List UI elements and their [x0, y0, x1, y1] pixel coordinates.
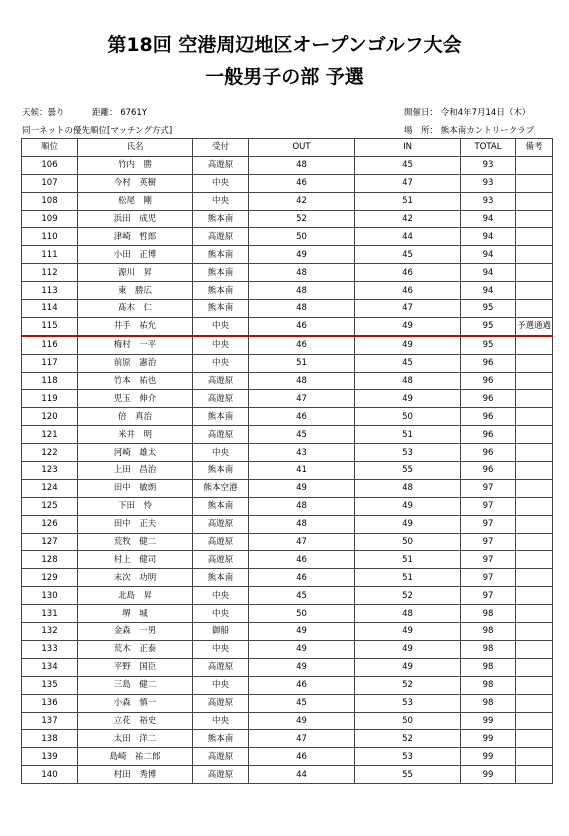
rank-cell: 132	[22, 623, 78, 641]
col-header-reception: 受付	[193, 139, 249, 157]
name-cell: 北島 昇	[78, 587, 193, 605]
venue-label: 場 所： 熊本南カントリークラブ	[404, 126, 535, 136]
rank-cell: 130	[22, 587, 78, 605]
reception-cell: 熊本南	[193, 730, 249, 748]
table-row	[22, 317, 553, 335]
table-row	[22, 658, 553, 676]
in-score-cell: 48	[355, 372, 461, 390]
total-score-cell: 94	[461, 246, 516, 264]
distance-label: 距離： 6761Y	[92, 108, 148, 118]
rank-cell: 108	[22, 192, 78, 210]
table-row	[22, 300, 553, 318]
name-cell: 松尾 剛	[78, 192, 193, 210]
out-score-cell: 50	[249, 605, 355, 623]
name-cell: 梅村 一平	[78, 336, 193, 354]
in-score-cell: 46	[355, 264, 461, 282]
in-score-cell: 47	[355, 300, 461, 318]
col-header-note: 備考	[516, 139, 553, 157]
total-score-cell: 97	[461, 533, 516, 551]
note-cell	[516, 623, 553, 641]
note-cell	[516, 462, 553, 480]
total-score-cell: 96	[461, 444, 516, 462]
reception-cell: 高遊原	[193, 426, 249, 444]
reception-cell: 中央	[193, 174, 249, 192]
reception-cell: 熊本南	[193, 282, 249, 300]
reception-cell: 熊本南	[193, 264, 249, 282]
rank-cell: 113	[22, 282, 78, 300]
out-score-cell: 41	[249, 462, 355, 480]
note-cell	[516, 730, 553, 748]
rank-cell: 122	[22, 444, 78, 462]
table-row	[22, 712, 553, 730]
net-rule-label: 同一ネットの優先順位[マッチング方式]	[22, 126, 173, 136]
total-score-cell: 99	[461, 712, 516, 730]
note-cell	[516, 192, 553, 210]
in-score-cell: 52	[355, 676, 461, 694]
out-score-cell: 46	[249, 317, 355, 335]
name-cell: 村田 秀博	[78, 766, 193, 784]
total-score-cell: 96	[461, 462, 516, 480]
in-score-cell: 49	[355, 640, 461, 658]
reception-cell: 高遊原	[193, 694, 249, 712]
name-cell: 村上 健司	[78, 551, 193, 569]
out-score-cell: 43	[249, 444, 355, 462]
in-score-cell: 51	[355, 192, 461, 210]
total-score-cell: 98	[461, 640, 516, 658]
note-cell	[516, 336, 553, 354]
col-header-out: OUT	[249, 139, 355, 157]
results-table	[21, 138, 553, 784]
name-cell: 島崎 祐二郎	[78, 748, 193, 766]
in-score-cell: 53	[355, 444, 461, 462]
out-score-cell: 48	[249, 497, 355, 515]
total-score-cell: 97	[461, 551, 516, 569]
note-cell	[516, 174, 553, 192]
table-row	[22, 354, 553, 372]
out-score-cell: 47	[249, 730, 355, 748]
reception-cell: 熊本南	[193, 408, 249, 426]
in-score-cell: 45	[355, 354, 461, 372]
in-score-cell: 50	[355, 408, 461, 426]
name-cell: 河崎 雄太	[78, 444, 193, 462]
rank-cell: 139	[22, 748, 78, 766]
total-score-cell: 96	[461, 408, 516, 426]
table-header-row	[22, 139, 553, 157]
rank-cell: 123	[22, 462, 78, 480]
name-cell: 源川 昇	[78, 264, 193, 282]
note-cell	[516, 569, 553, 587]
rank-cell: 116	[22, 336, 78, 354]
out-score-cell: 46	[249, 551, 355, 569]
weather-label: 天候：曇り	[22, 108, 65, 118]
rank-cell: 133	[22, 640, 78, 658]
note-cell	[516, 156, 553, 174]
note-cell	[516, 748, 553, 766]
in-score-cell: 49	[355, 390, 461, 408]
rank-cell: 129	[22, 569, 78, 587]
out-score-cell: 48	[249, 372, 355, 390]
out-score-cell: 46	[249, 748, 355, 766]
out-score-cell: 51	[249, 354, 355, 372]
name-cell: 倍 真治	[78, 408, 193, 426]
rank-cell: 112	[22, 264, 78, 282]
name-cell: 小森 慎一	[78, 694, 193, 712]
table-row	[22, 694, 553, 712]
out-score-cell: 48	[249, 282, 355, 300]
out-score-cell: 49	[249, 479, 355, 497]
total-score-cell: 95	[461, 336, 516, 354]
name-cell: 前原 憲治	[78, 354, 193, 372]
note-cell	[516, 533, 553, 551]
name-cell: 小田 正博	[78, 246, 193, 264]
table-row	[22, 748, 553, 766]
in-score-cell: 48	[355, 605, 461, 623]
col-header-rank: 順位	[22, 139, 78, 157]
reception-cell: 高遊原	[193, 390, 249, 408]
in-score-cell: 49	[355, 658, 461, 676]
total-score-cell: 93	[461, 174, 516, 192]
table-row	[22, 426, 553, 444]
out-score-cell: 49	[249, 658, 355, 676]
total-score-cell: 94	[461, 210, 516, 228]
rank-cell: 127	[22, 533, 78, 551]
reception-cell: 高遊原	[193, 551, 249, 569]
total-score-cell: 94	[461, 282, 516, 300]
reception-cell: 中央	[193, 712, 249, 730]
in-score-cell: 42	[355, 210, 461, 228]
total-score-cell: 97	[461, 515, 516, 533]
col-header-in: IN	[355, 139, 461, 157]
in-score-cell: 50	[355, 533, 461, 551]
reception-cell: 中央	[193, 587, 249, 605]
note-cell	[516, 408, 553, 426]
table-row	[22, 479, 553, 497]
total-score-cell: 99	[461, 748, 516, 766]
in-score-cell: 45	[355, 246, 461, 264]
total-score-cell: 94	[461, 228, 516, 246]
total-score-cell: 94	[461, 264, 516, 282]
note-cell	[516, 640, 553, 658]
name-cell: 荒牧 健二	[78, 533, 193, 551]
rank-cell: 117	[22, 354, 78, 372]
table-row	[22, 336, 553, 354]
out-score-cell: 50	[249, 228, 355, 246]
out-score-cell: 48	[249, 300, 355, 318]
rank-cell: 119	[22, 390, 78, 408]
note-cell	[516, 444, 553, 462]
page-title: 第18回 空港周辺地区オープンゴルフ大会	[107, 34, 462, 56]
note-cell	[516, 210, 553, 228]
out-score-cell: 45	[249, 426, 355, 444]
out-score-cell: 46	[249, 336, 355, 354]
in-score-cell: 55	[355, 766, 461, 784]
name-cell: 上田 昌治	[78, 462, 193, 480]
in-score-cell: 49	[355, 515, 461, 533]
note-cell	[516, 694, 553, 712]
note-cell	[516, 658, 553, 676]
table-row	[22, 246, 553, 264]
total-score-cell: 93	[461, 156, 516, 174]
out-score-cell: 47	[249, 533, 355, 551]
note-cell	[516, 712, 553, 730]
reception-cell: 熊本空港	[193, 479, 249, 497]
in-score-cell: 45	[355, 156, 461, 174]
name-cell: 末次 功明	[78, 569, 193, 587]
out-score-cell: 48	[249, 515, 355, 533]
in-score-cell: 52	[355, 587, 461, 605]
table-row	[22, 515, 553, 533]
name-cell: 浜田 成児	[78, 210, 193, 228]
reception-cell: 高遊原	[193, 515, 249, 533]
note-cell: 予選通過	[516, 317, 553, 335]
rank-cell: 128	[22, 551, 78, 569]
table-row	[22, 730, 553, 748]
out-score-cell: 49	[249, 623, 355, 641]
out-score-cell: 49	[249, 246, 355, 264]
table-row	[22, 174, 553, 192]
reception-cell: 中央	[193, 444, 249, 462]
rank-cell: 138	[22, 730, 78, 748]
date-label: 開催日： 令和4年7月14日（木）	[404, 108, 531, 118]
rank-cell: 120	[22, 408, 78, 426]
in-score-cell: 53	[355, 748, 461, 766]
total-score-cell: 98	[461, 658, 516, 676]
rank-cell: 137	[22, 712, 78, 730]
total-score-cell: 97	[461, 497, 516, 515]
rank-cell: 109	[22, 210, 78, 228]
table-row	[22, 408, 553, 426]
note-cell	[516, 497, 553, 515]
note-cell	[516, 282, 553, 300]
in-score-cell: 55	[355, 462, 461, 480]
reception-cell: 中央	[193, 354, 249, 372]
name-cell: 井手 祐允	[78, 317, 193, 335]
name-cell: 田中 正夫	[78, 515, 193, 533]
total-score-cell: 95	[461, 300, 516, 318]
note-cell	[516, 246, 553, 264]
in-score-cell: 49	[355, 317, 461, 335]
total-score-cell: 96	[461, 426, 516, 444]
note-cell	[516, 479, 553, 497]
total-score-cell: 97	[461, 479, 516, 497]
note-cell	[516, 354, 553, 372]
name-cell: 東 勝広	[78, 282, 193, 300]
rank-cell: 110	[22, 228, 78, 246]
rank-cell: 131	[22, 605, 78, 623]
out-score-cell: 46	[249, 408, 355, 426]
in-score-cell: 50	[355, 712, 461, 730]
in-score-cell: 48	[355, 479, 461, 497]
rank-cell: 118	[22, 372, 78, 390]
note-cell	[516, 551, 553, 569]
reception-cell: 中央	[193, 317, 249, 335]
note-cell	[516, 372, 553, 390]
table-row	[22, 282, 553, 300]
page-subtitle: 一般男子の部 予選	[205, 66, 364, 88]
table-row	[22, 569, 553, 587]
rank-cell: 125	[22, 497, 78, 515]
reception-cell: 熊本南	[193, 300, 249, 318]
reception-cell: 中央	[193, 676, 249, 694]
total-score-cell: 96	[461, 372, 516, 390]
reception-cell: 熊本南	[193, 462, 249, 480]
in-score-cell: 49	[355, 623, 461, 641]
note-cell	[516, 390, 553, 408]
out-score-cell: 46	[249, 569, 355, 587]
reception-cell: 御船	[193, 623, 249, 641]
table-row	[22, 587, 553, 605]
reception-cell: 中央	[193, 336, 249, 354]
note-cell	[516, 300, 553, 318]
in-score-cell: 49	[355, 336, 461, 354]
reception-cell: 熊本南	[193, 497, 249, 515]
out-score-cell: 52	[249, 210, 355, 228]
table-row	[22, 390, 553, 408]
total-score-cell: 98	[461, 694, 516, 712]
name-cell: 田中 敏朗	[78, 479, 193, 497]
rank-cell: 136	[22, 694, 78, 712]
total-score-cell: 99	[461, 766, 516, 784]
in-score-cell: 49	[355, 497, 461, 515]
table-row	[22, 497, 553, 515]
rank-cell: 107	[22, 174, 78, 192]
name-cell: 今村 英樹	[78, 174, 193, 192]
note-cell	[516, 587, 553, 605]
reception-cell: 高遊原	[193, 228, 249, 246]
rank-cell: 126	[22, 515, 78, 533]
rank-cell: 121	[22, 426, 78, 444]
name-cell: 荒木 正泰	[78, 640, 193, 658]
out-score-cell: 46	[249, 174, 355, 192]
rank-cell: 111	[22, 246, 78, 264]
name-cell: 立花 裕史	[78, 712, 193, 730]
out-score-cell: 45	[249, 694, 355, 712]
reception-cell: 熊本南	[193, 569, 249, 587]
in-score-cell: 51	[355, 551, 461, 569]
name-cell: 金森 一男	[78, 623, 193, 641]
total-score-cell: 96	[461, 354, 516, 372]
name-cell: 児玉 伸介	[78, 390, 193, 408]
in-score-cell: 53	[355, 694, 461, 712]
name-cell: 竹内 勝	[78, 156, 193, 174]
name-cell: 津崎 哲郎	[78, 228, 193, 246]
out-score-cell: 47	[249, 390, 355, 408]
table-row	[22, 640, 553, 658]
table-row	[22, 551, 553, 569]
reception-cell: 高遊原	[193, 658, 249, 676]
reception-cell: 熊本南	[193, 210, 249, 228]
total-score-cell: 93	[461, 192, 516, 210]
out-score-cell: 46	[249, 676, 355, 694]
col-header-name: 氏名	[78, 139, 193, 157]
total-score-cell: 96	[461, 390, 516, 408]
rank-cell: 124	[22, 479, 78, 497]
name-cell: 竹本 祐也	[78, 372, 193, 390]
rank-cell: 134	[22, 658, 78, 676]
out-score-cell: 49	[249, 712, 355, 730]
in-score-cell: 46	[355, 282, 461, 300]
note-cell	[516, 605, 553, 623]
total-score-cell: 95	[461, 317, 516, 335]
rank-cell: 115	[22, 317, 78, 335]
table-row	[22, 533, 553, 551]
note-cell	[516, 228, 553, 246]
col-header-total: TOTAL	[461, 139, 516, 157]
out-score-cell: 42	[249, 192, 355, 210]
reception-cell: 中央	[193, 192, 249, 210]
in-score-cell: 44	[355, 228, 461, 246]
rank-cell: 106	[22, 156, 78, 174]
table-row	[22, 156, 553, 174]
total-score-cell: 98	[461, 676, 516, 694]
table-row	[22, 192, 553, 210]
name-cell: 平野 国臣	[78, 658, 193, 676]
total-score-cell: 99	[461, 730, 516, 748]
rank-cell: 114	[22, 300, 78, 318]
name-cell: 米井 明	[78, 426, 193, 444]
total-score-cell: 98	[461, 605, 516, 623]
reception-cell: 中央	[193, 640, 249, 658]
note-cell	[516, 515, 553, 533]
table-row	[22, 228, 553, 246]
reception-cell: 高遊原	[193, 766, 249, 784]
out-score-cell: 48	[249, 156, 355, 174]
name-cell: 髙木 仁	[78, 300, 193, 318]
table-row	[22, 264, 553, 282]
total-score-cell: 97	[461, 587, 516, 605]
in-score-cell: 52	[355, 730, 461, 748]
note-cell	[516, 426, 553, 444]
table-row	[22, 766, 553, 784]
out-score-cell: 45	[249, 587, 355, 605]
rank-cell: 135	[22, 676, 78, 694]
table-row	[22, 676, 553, 694]
note-cell	[516, 264, 553, 282]
table-row	[22, 462, 553, 480]
name-cell: 堺 城	[78, 605, 193, 623]
note-cell	[516, 676, 553, 694]
table-row	[22, 605, 553, 623]
reception-cell: 熊本南	[193, 246, 249, 264]
reception-cell: 高遊原	[193, 156, 249, 174]
name-cell: 太田 洋二	[78, 730, 193, 748]
out-score-cell: 48	[249, 264, 355, 282]
out-score-cell: 44	[249, 766, 355, 784]
table-row	[22, 623, 553, 641]
table-row	[22, 210, 553, 228]
in-score-cell: 47	[355, 174, 461, 192]
rank-cell: 140	[22, 766, 78, 784]
note-cell	[516, 766, 553, 784]
total-score-cell: 97	[461, 569, 516, 587]
total-score-cell: 98	[461, 623, 516, 641]
table-row	[22, 444, 553, 462]
reception-cell: 高遊原	[193, 533, 249, 551]
reception-cell: 高遊原	[193, 748, 249, 766]
in-score-cell: 51	[355, 569, 461, 587]
reception-cell: 中央	[193, 605, 249, 623]
in-score-cell: 51	[355, 426, 461, 444]
name-cell: 三島 健二	[78, 676, 193, 694]
out-score-cell: 49	[249, 640, 355, 658]
reception-cell: 高遊原	[193, 372, 249, 390]
name-cell: 下田 怜	[78, 497, 193, 515]
table-row	[22, 372, 553, 390]
